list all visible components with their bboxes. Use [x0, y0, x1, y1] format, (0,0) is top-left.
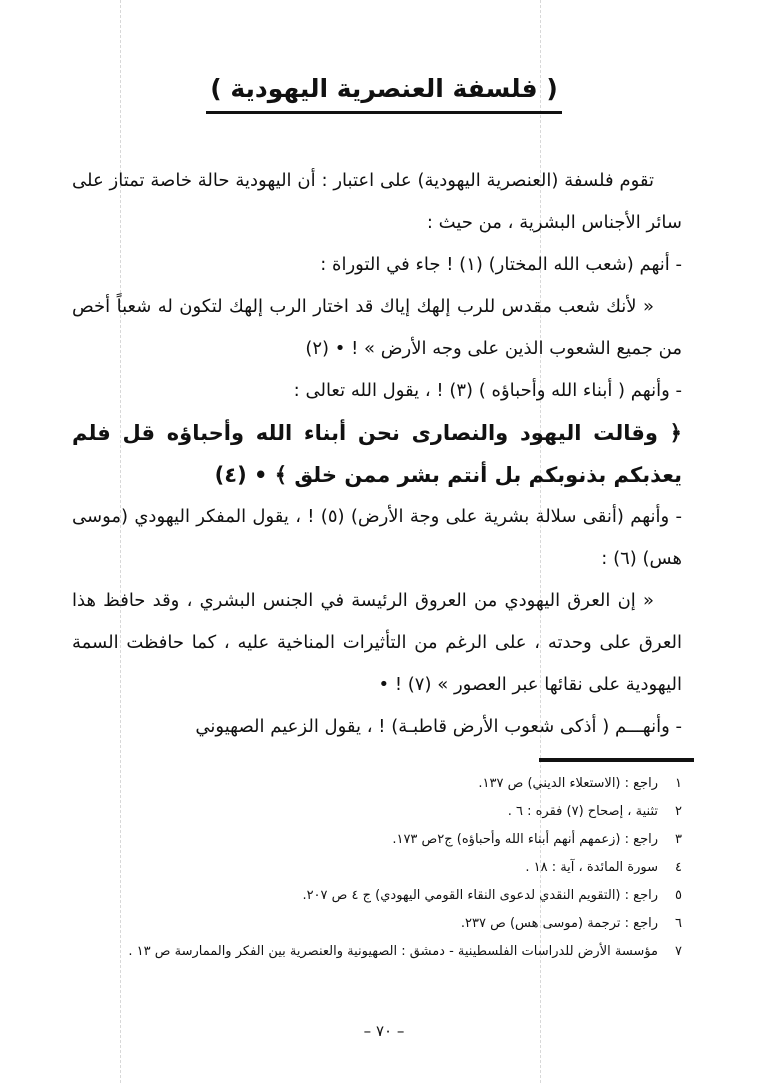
page-title: ( فلسفة العنصرية اليهودية ): [206, 68, 562, 114]
footnote-separator: [539, 758, 694, 762]
footnote-number: ٤: [675, 860, 682, 875]
footnote-text: راجع : ترجمة (موسى هس) ص ٢٣٧.: [460, 916, 658, 931]
footnote-text: راجع : (التقويم النقدي لدعوى النقاء القومي اليهودي) ج ٤ ص ٢٠٧.: [302, 888, 658, 903]
footnote-number: ٣: [675, 832, 682, 847]
footnote-text: راجع : (زعمهم أنهم أبناء الله وأحباؤه) ج٢ص ١٧٣.: [392, 832, 658, 847]
footnote-item: [72, 798, 682, 826]
paragraph-intro: تقوم فلسفة (العنصرية اليهودية) على اعتبار : أن اليهودية حالة خاصة تمتاز على سائر الأجناس البشرية ، من حيث :: [72, 170, 682, 233]
paragraph-torah-quote: « لأنك شعب مقدس للرب إلهك إياك قد اختار الرب إلهك لتكون له شعباً أخص من جميع الشعوب الذين على وجه الأرض » ! • (٢): [72, 296, 682, 359]
footnote-number: ٧: [675, 944, 682, 959]
footnote-item: [72, 826, 682, 854]
footnote-number: ٦: [675, 916, 682, 931]
paragraph-smartest-people: - وأنهـــم ( أذكى شعوب الأرض قاطبـة) ! ، يقول الزعيم الصهيوني: [195, 716, 682, 737]
paragraph-chosen-people: - أنهم (شعب الله المختار) (١) ! جاء في التوراة :: [320, 254, 682, 275]
paragraph-sons-of-god: - وأنهم ( أبناء الله وأحباؤه ) (٣) ! ، يقول الله تعالى :: [293, 380, 682, 401]
footnote-item: [72, 770, 682, 798]
paragraph-purest-race: - وأنهم (أنقى سلالة بشرية على وجة الأرض) (٥) ! ، يقول المفكر اليهودي (موسى هس) (٦) :: [72, 506, 682, 569]
footnotes-list: [72, 770, 682, 966]
paragraph-hess-quote: « إن العرق اليهودي من العروق الرئيسة في الجنس البشري ، وقد حافظ هذا العرق على وحدته ، على الرغم من التأثيرات المناخية عليه ، كما حافظت السمة اليهودية على نقائها عبر العصور » (٧) ! •: [72, 590, 682, 695]
footnote-text: سورة المائدة ، آية : ١٨ .: [525, 860, 658, 875]
footnote-item: [72, 854, 682, 882]
footnote-item: [72, 938, 682, 966]
footnote-number: ١: [675, 776, 682, 791]
footnote-number: ٢: [675, 804, 682, 819]
footnote-number: ٥: [675, 888, 682, 903]
page-number: – ٧٠ –: [363, 1022, 405, 1040]
title-area: [0, 68, 768, 114]
footnote-text: راجع : (الاستعلاء الديني) ص ١٣٧.: [478, 776, 658, 791]
paragraph-quran-verse: ﴿ وقالت اليهود والنصارى نحن أبناء الله وأحباؤه قل فلم يعذبكم بذنوبكم بل أنتم بشر ممن خلق ﴾ • (٤): [72, 421, 682, 487]
footnote-item: [72, 910, 682, 938]
footnote-text: تثنية ، إصحاح (٧) فقره : ٦ .: [507, 804, 658, 819]
footnote-text: مؤسسة الأرض للدراسات الفلسطينية - دمشق : الصهيونية والعنصرية بين الفكر والممارسة ص ١٣ .: [128, 944, 658, 959]
main-text: [72, 160, 682, 748]
footnote-item: [72, 882, 682, 910]
